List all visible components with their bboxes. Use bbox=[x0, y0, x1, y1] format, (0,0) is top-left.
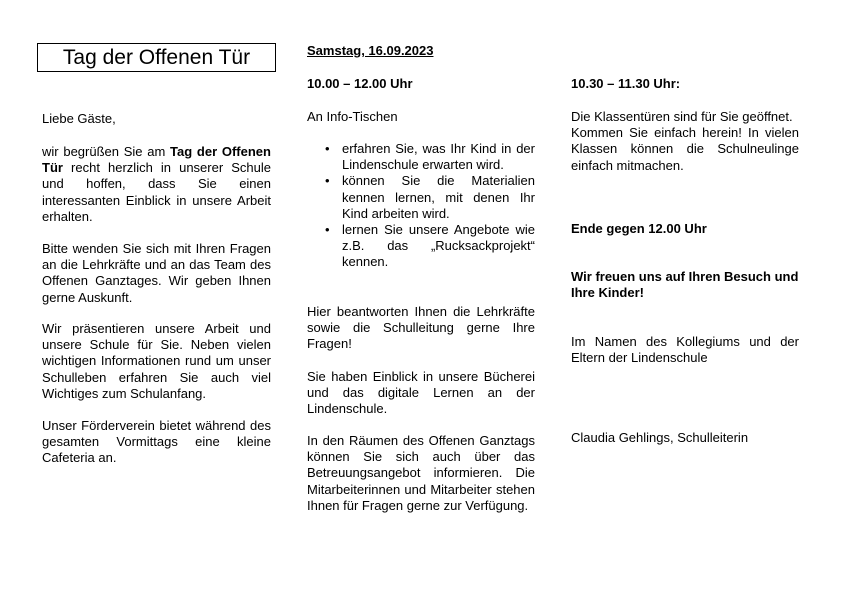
greeting: Liebe Gäste, bbox=[42, 111, 116, 126]
classes-open-text: Die Klassentüren sind für Sie geöffnet. bbox=[571, 109, 793, 124]
after-school-paragraph: In den Räumen des Offenen Ganztags können Sie sich auch über das Betreuungsangebot informieren. Die Mitarbeiterinnen und Mitarbeiter stehen Ihnen für Fragen gerne zur Verfügung. bbox=[307, 433, 535, 513]
info-tables-heading: An Info-Tischen bbox=[307, 109, 398, 124]
teachers-paragraph: Hier beantworten Ihnen die Lehrkräfte sowie die Schulleitung gerne Ihre Fragen! bbox=[307, 304, 535, 352]
classes-open-paragraph bbox=[571, 109, 799, 174]
cafeteria-paragraph: Unser Förderverein bietet während des gesamten Vormittags eine kleine Cafeteria an. bbox=[42, 418, 271, 466]
library-paragraph: Sie haben Einblick in unsere Bücherei und das digitale Lernen an der Lindenschule. bbox=[307, 369, 535, 417]
event-name-highlight: Tag der Offenen Tür bbox=[42, 144, 271, 176]
welcome-text-end: recht herzlich in unserer Schule und hoffen, dass Sie einen interessanten Einblick in unsere Arbeit erhalten. bbox=[42, 160, 271, 224]
event-date: Samstag, 16.09.2023 bbox=[307, 43, 434, 58]
presentation-paragraph: Wir präsentieren unsere Arbeit und unsere Schule für Sie. Neben vielen wichtigen Informationen rund um unser Schulleben erfahren Sie auch viel Wichtiges zum Schulanfang. bbox=[42, 321, 271, 401]
time-slot-main: 10.00 – 12.00 Uhr bbox=[307, 76, 413, 91]
page-title: Tag der Offenen Tür bbox=[37, 43, 276, 72]
time-slot-classes: 10.30 – 11.30 Uhr: bbox=[571, 76, 681, 91]
list-item: • lernen Sie unsere Angebote wie z.B. das „Rucksackprojekt“ kennen. bbox=[307, 222, 535, 271]
on-behalf-text: Im Namen des Kollegiums und der Eltern der Lindenschule bbox=[571, 334, 799, 366]
list-item: • erfahren Sie, was Ihr Kind in der Lindenschule erwarten wird. bbox=[307, 141, 535, 173]
closing-line: Wir freuen uns auf Ihren Besuch und Ihre Kinder! bbox=[571, 269, 799, 301]
contact-paragraph: Bitte wenden Sie sich mit Ihren Fragen an die Lehrkräfte und an das Team des Offenen Ganztages. Wir geben Ihnen gerne Auskunft. bbox=[42, 241, 271, 305]
welcome-paragraph bbox=[42, 144, 271, 225]
info-bullet-list bbox=[307, 141, 535, 271]
signature: Claudia Gehlings, Schulleiterin bbox=[571, 430, 749, 445]
come-in-text: Kommen Sie einfach herein! In vielen Klassen können die Schulneulinge einfach mitmachen. bbox=[571, 125, 799, 173]
end-time: Ende gegen 12.00 Uhr bbox=[571, 221, 707, 236]
list-item: • können Sie die Materialien kennen lernen, mit denen Ihr Kind arbeiten wird. bbox=[307, 173, 535, 222]
welcome-text-start: wir begrüßen Sie am bbox=[42, 144, 171, 159]
